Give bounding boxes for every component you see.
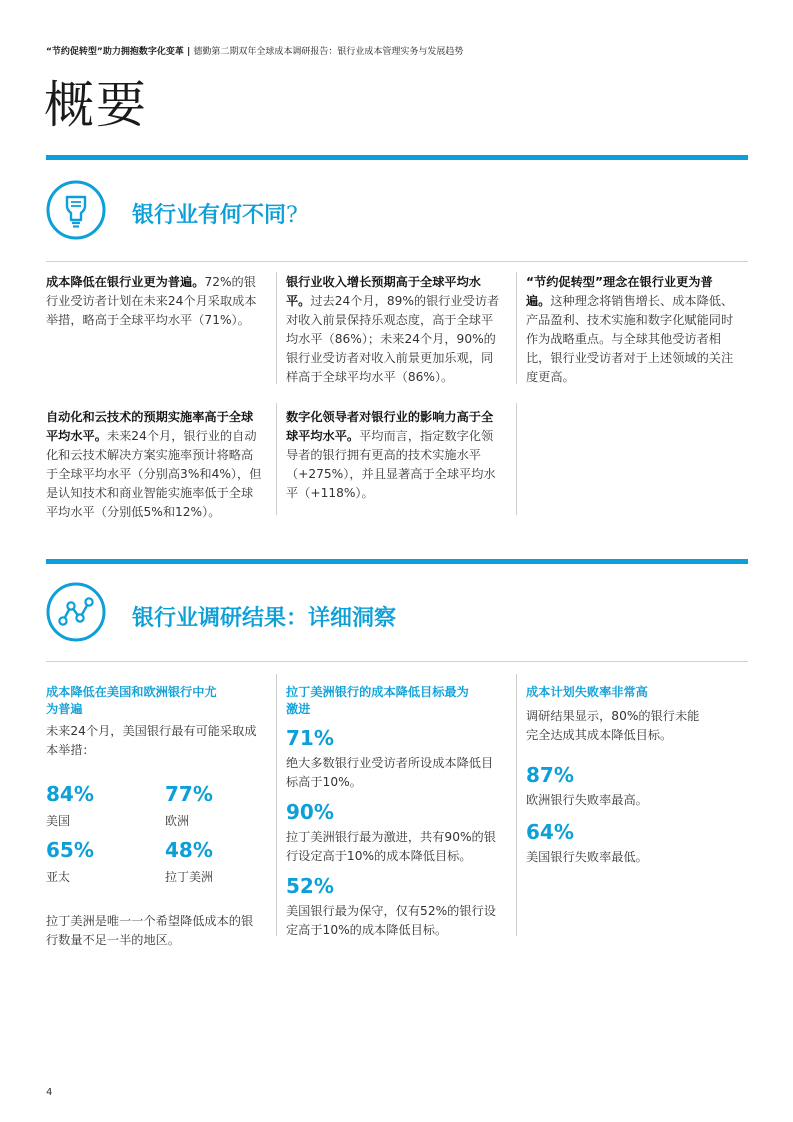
- finding-lead: 自动化和云技术的预期实施率高于全球平均水平。: [46, 410, 254, 443]
- lightbulb-icon: [46, 180, 106, 240]
- section-title-detailed-insights: 银行业调研结果：详细洞察: [132, 606, 397, 631]
- section-title-question-mark: ?: [286, 203, 298, 228]
- stat-label: 美国银行失败率最低。: [526, 850, 648, 864]
- stat-value: 48%: [165, 838, 213, 862]
- stat-value: 52%: [286, 874, 334, 898]
- section-thin-rule: [46, 661, 748, 662]
- network-graph-icon: [46, 582, 106, 642]
- finding-lead: “节约促转型”理念在银行业更为普遍。: [526, 275, 713, 308]
- insight-heading: 成本降低在美国和欧洲银行中尤为普遍: [46, 685, 217, 716]
- column-divider: [516, 674, 517, 936]
- insight-intro: 未来24个月，美国银行最有可能采取成本举措：: [46, 724, 257, 757]
- stat-value: 64%: [526, 820, 574, 844]
- stat-block: [46, 838, 94, 886]
- finding-lead: 数字化领导者对银行业的影响力高于全球平均水平。: [286, 410, 494, 443]
- insight-column-failure: [526, 684, 711, 867]
- column-divider: [276, 272, 277, 384]
- finding-lead: 成本降低在银行业更为普遍。: [46, 275, 205, 289]
- stat-label: 拉丁美洲银行最为激进，共有90%的银行设定高于10%的成本降低目标。: [286, 830, 496, 863]
- insight-column-regions: [46, 684, 266, 760]
- section-thin-rule: [46, 261, 748, 262]
- insight-column-latam: [286, 684, 496, 940]
- column-divider: [276, 674, 277, 936]
- finding-paragraph: [286, 408, 504, 503]
- insight-heading: 拉丁美洲银行的成本降低目标最为激进: [286, 685, 469, 716]
- column-divider: [276, 403, 277, 515]
- stat-value: 65%: [46, 838, 94, 862]
- finding-paragraph: [526, 273, 736, 387]
- page-title: 概要: [44, 76, 148, 134]
- finding-text: 平均而言，指定数字化领导者的银行拥有更高的技术实施水平（+275%），并且显著高于全球平均水平（+118%）。: [286, 429, 496, 500]
- page-number: 4: [46, 1087, 53, 1098]
- finding-text: 未来24个月，银行业的自动化和云技术解决方案实施率预计将略高于全球平均水平（分别高3%和4%），但是认知技术和商业智能实施率低于全球平均水平（分别低5%和12%）。: [46, 429, 262, 519]
- insight-heading: 成本计划失败率非常高: [526, 685, 648, 699]
- stat-value: 84%: [46, 782, 94, 806]
- running-header: [46, 44, 463, 57]
- finding-text: 过去24个月，89%的银行业受访者对收入前景保持乐观态度，高于全球平均水平（86%）；未来24个月，90%的银行业受访者对收入前景更加乐观，同样高于全球平均水平（86%）。: [286, 294, 500, 384]
- stat-label: 欧洲: [165, 814, 190, 828]
- finding-paragraph: [286, 273, 504, 387]
- finding-paragraph: [46, 273, 264, 330]
- stat-value: 87%: [526, 763, 574, 787]
- stat-block: [165, 782, 213, 830]
- stat-value: 77%: [165, 782, 213, 806]
- section-title-banking-difference: [132, 198, 298, 229]
- stat-block: [46, 782, 94, 830]
- stat-label: 绝大多数银行业受访者所设成本降低目标高于10%。: [286, 756, 494, 789]
- stat-label: 欧洲银行失败率最高。: [526, 793, 648, 807]
- stat-label: 美国银行最为保守，仅有52%的银行设定高于10%的成本降低目标。: [286, 904, 496, 937]
- insight-intro: 调研结果显示，80%的银行未能完全达成其成本降低目标。: [526, 709, 700, 742]
- column-divider: [516, 272, 517, 384]
- insight-footer: 拉丁美洲是唯一一个希望降低成本的银行数量不足一半的地区。: [46, 914, 254, 947]
- section-title-text: 银行业有何不同: [132, 203, 287, 228]
- section-divider: [46, 155, 748, 160]
- header-title-rest: 德勤第二期双年全球成本调研报告：银行业成本管理实务与发展趋势: [193, 47, 464, 57]
- finding-paragraph: [46, 408, 264, 522]
- stat-value: 90%: [286, 800, 334, 824]
- finding-text: 72%的银行业受访者计划在未来24个月采取成本举措，略高于全球平均水平（71%）。: [46, 275, 257, 327]
- stat-block: [165, 838, 213, 886]
- stat-value: 71%: [286, 726, 334, 750]
- column-divider: [516, 403, 517, 515]
- header-title-bold: “节约促转型”助力拥抱数字化变革 |: [46, 47, 194, 57]
- stat-label: 亚太: [46, 870, 71, 884]
- section-divider: [46, 559, 748, 564]
- stat-label: 拉丁美洲: [165, 870, 214, 884]
- finding-text: 这种理念将销售增长、成本降低、产品盈利、技术实施和数字化赋能同时作为战略重点。与全球其他受访者相比，银行业受访者对于上述领域的关注度更高。: [526, 294, 734, 384]
- stat-label: 美国: [46, 814, 71, 828]
- finding-lead: 银行业收入增长预期高于全球平均水平。: [286, 275, 481, 308]
